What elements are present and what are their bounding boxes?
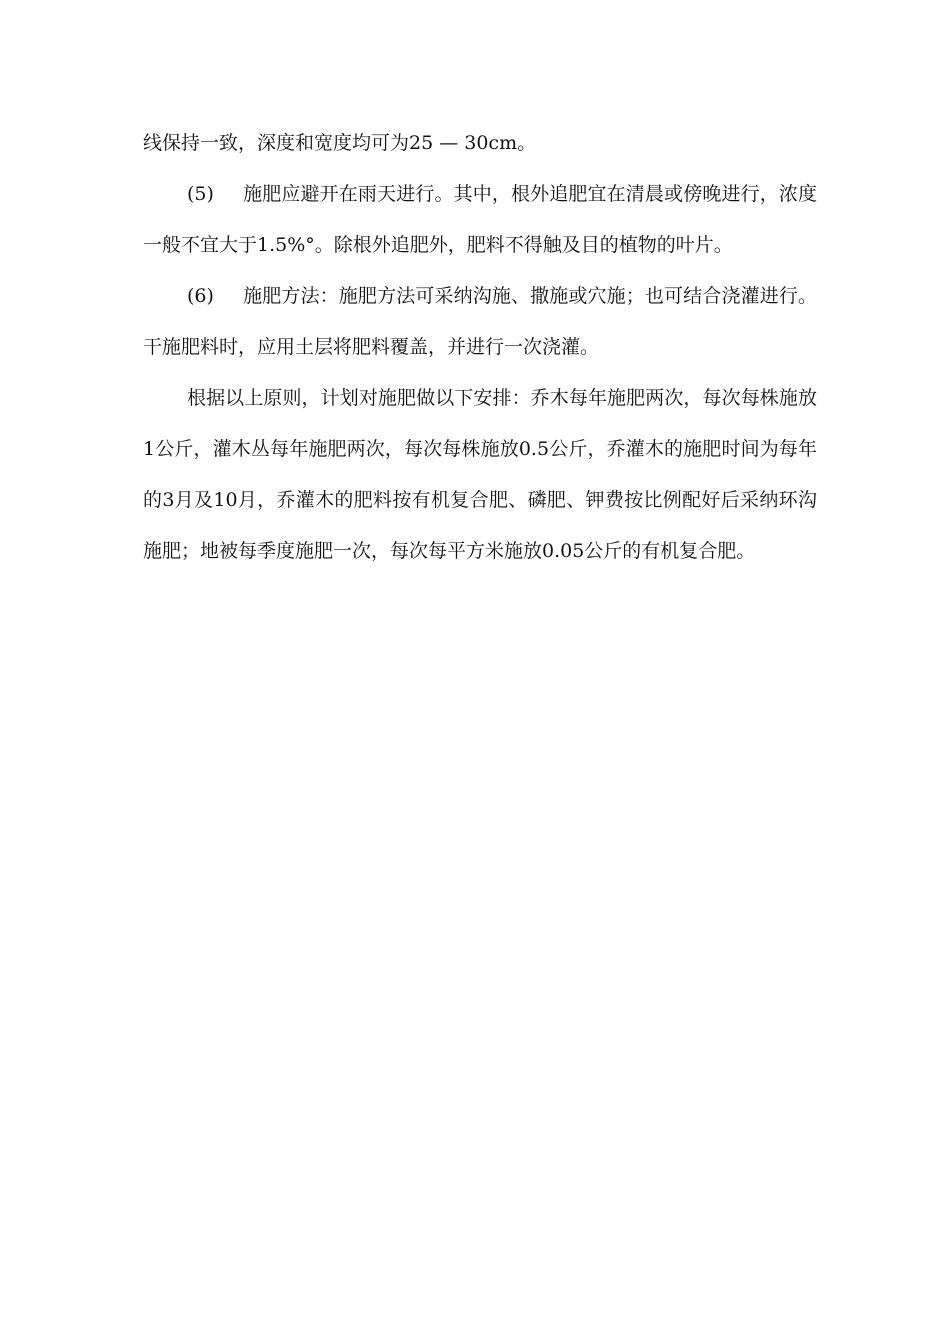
paragraph-plan: [143, 373, 817, 577]
paragraph-text: 线保持一致，深度和宽度均可为25 — 30cm。: [143, 132, 537, 154]
paragraph-item-6: [143, 271, 817, 373]
paragraph-text: 根据以上原则，计划对施肥做以下安排：乔木每年施肥两次，每次每株施放1公斤，灌木丛每年施肥两次，每次每株施放0.5公斤，乔灌木的施肥时间为每年的3月及10月，乔灌木的肥料按有机复合肥、磷肥、钾费按比例配好后采纳环沟施肥；地被每季度施肥一次，每次每平方米施放0.05公斤的有机复合肥。: [143, 387, 817, 562]
paragraph-continuation: [143, 118, 817, 169]
paragraph-item-5: [143, 169, 817, 271]
paragraph-text: 施肥应避开在雨天进行。其中，根外追肥宜在清晨或傍晚进行，浓度一般不宜大于1.5%°。除根外追肥外，肥料不得触及目的植物的叶片。: [143, 183, 817, 256]
item-number: (5): [187, 183, 214, 205]
document-body: [143, 118, 817, 577]
paragraph-text: 施肥方法：施肥方法可采纳沟施、撒施或穴施；也可结合浇灌进行。干施肥料时，应用土层将肥料覆盖，并进行一次浇灌。: [143, 285, 817, 358]
item-number: (6): [187, 285, 214, 307]
